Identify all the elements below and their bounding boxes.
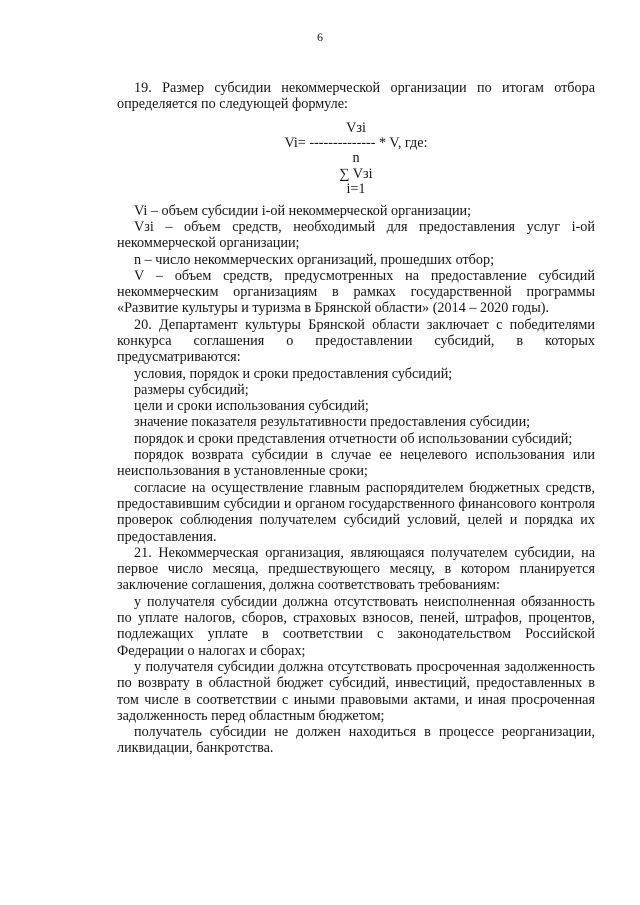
- paragraph-21: 21. Некоммерческая организация, являющаяся получателем субсидии, на первое число месяца, предшествующего месяцу, в котором планируется заключение соглашения, должна соответствовать требованиям:: [117, 544, 595, 594]
- page-number: 6: [317, 30, 323, 44]
- formula-sum-lower: i=1: [346, 181, 366, 198]
- formula-sum-expr: ∑ Vзi: [339, 165, 373, 182]
- list-item-refund: порядок возврата субсидии в случае ее нецелевого использования или неиспользования в установленные сроки;: [117, 447, 595, 480]
- paragraph-19: 19. Размер субсидии некоммерческой организации по итогам отбора определяется по следующей формуле:: [117, 80, 595, 113]
- list-item-reporting: порядок и сроки представления отчетности об использовании субсидий;: [134, 430, 573, 447]
- definition-vzi: Vзi – объем средств, необходимый для предоставления услуг i-ой некоммерческой организации;: [117, 218, 595, 252]
- document-body: [117, 80, 595, 757]
- formula-numerator: Vзi: [346, 119, 366, 136]
- list-item-sizes: размеры субсидий;: [134, 381, 249, 398]
- definition-n: n – число некоммерческих организаций, прошедших отбор;: [134, 251, 495, 268]
- list-item-indicator: значение показателя результативности предоставления субсидии;: [134, 414, 531, 431]
- paragraph-20: 20. Департамент культуры Брянской области заключает с победителями конкурса соглашения о предоставлении субсидий, в которых предусматриваются:: [117, 316, 595, 366]
- list-item-consent: согласие на осуществление главным распорядителем бюджетных средств, предоставившим субсидии и органом государственного финансового контроля проверок соблюдения получателем субсидий условий, целей и порядка их предоставления.: [117, 479, 595, 545]
- requirement-reorganization: получатель субсидии не должен находиться в процессе реорганизации, ликвидации, банкротства.: [117, 724, 595, 757]
- subsidy-formula: [117, 121, 595, 198]
- definition-v: V – объем средств, предусмотренных на предоставление субсидий некоммерческим организациям в рамках государственной программы «Развитие культуры и туризма в Брянской области» (2014 – 2020 годы).: [117, 267, 595, 317]
- formula-sum-upper: n: [352, 150, 360, 167]
- definition-vi: Vi – объем субсидии i-ой некоммерческой организации;: [134, 202, 472, 219]
- formula-main-line: Vi= -------------- * V, где:: [284, 135, 428, 151]
- list-item-conditions: условия, порядок и сроки предоставления субсидий;: [134, 365, 453, 382]
- list-item-goals: цели и сроки использования субсидий;: [134, 398, 369, 415]
- requirement-taxes: у получателя субсидии должна отсутствовать неисполненная обязанность по уплате налогов, сборов, страховых взносов, пеней, штрафов, процентов, подлежащих уплате в соответствии с законодательством Российской Федерации о налогах и сборах;: [117, 593, 595, 659]
- requirement-debt: у получателя субсидии должна отсутствовать просроченная задолженность по возврату в областной бюджет субсидий, инвестиций, предоставленных в том числе в соответствии с иными правовыми актами, и иная просроченная задолженность перед областным бюджетом;: [117, 658, 595, 724]
